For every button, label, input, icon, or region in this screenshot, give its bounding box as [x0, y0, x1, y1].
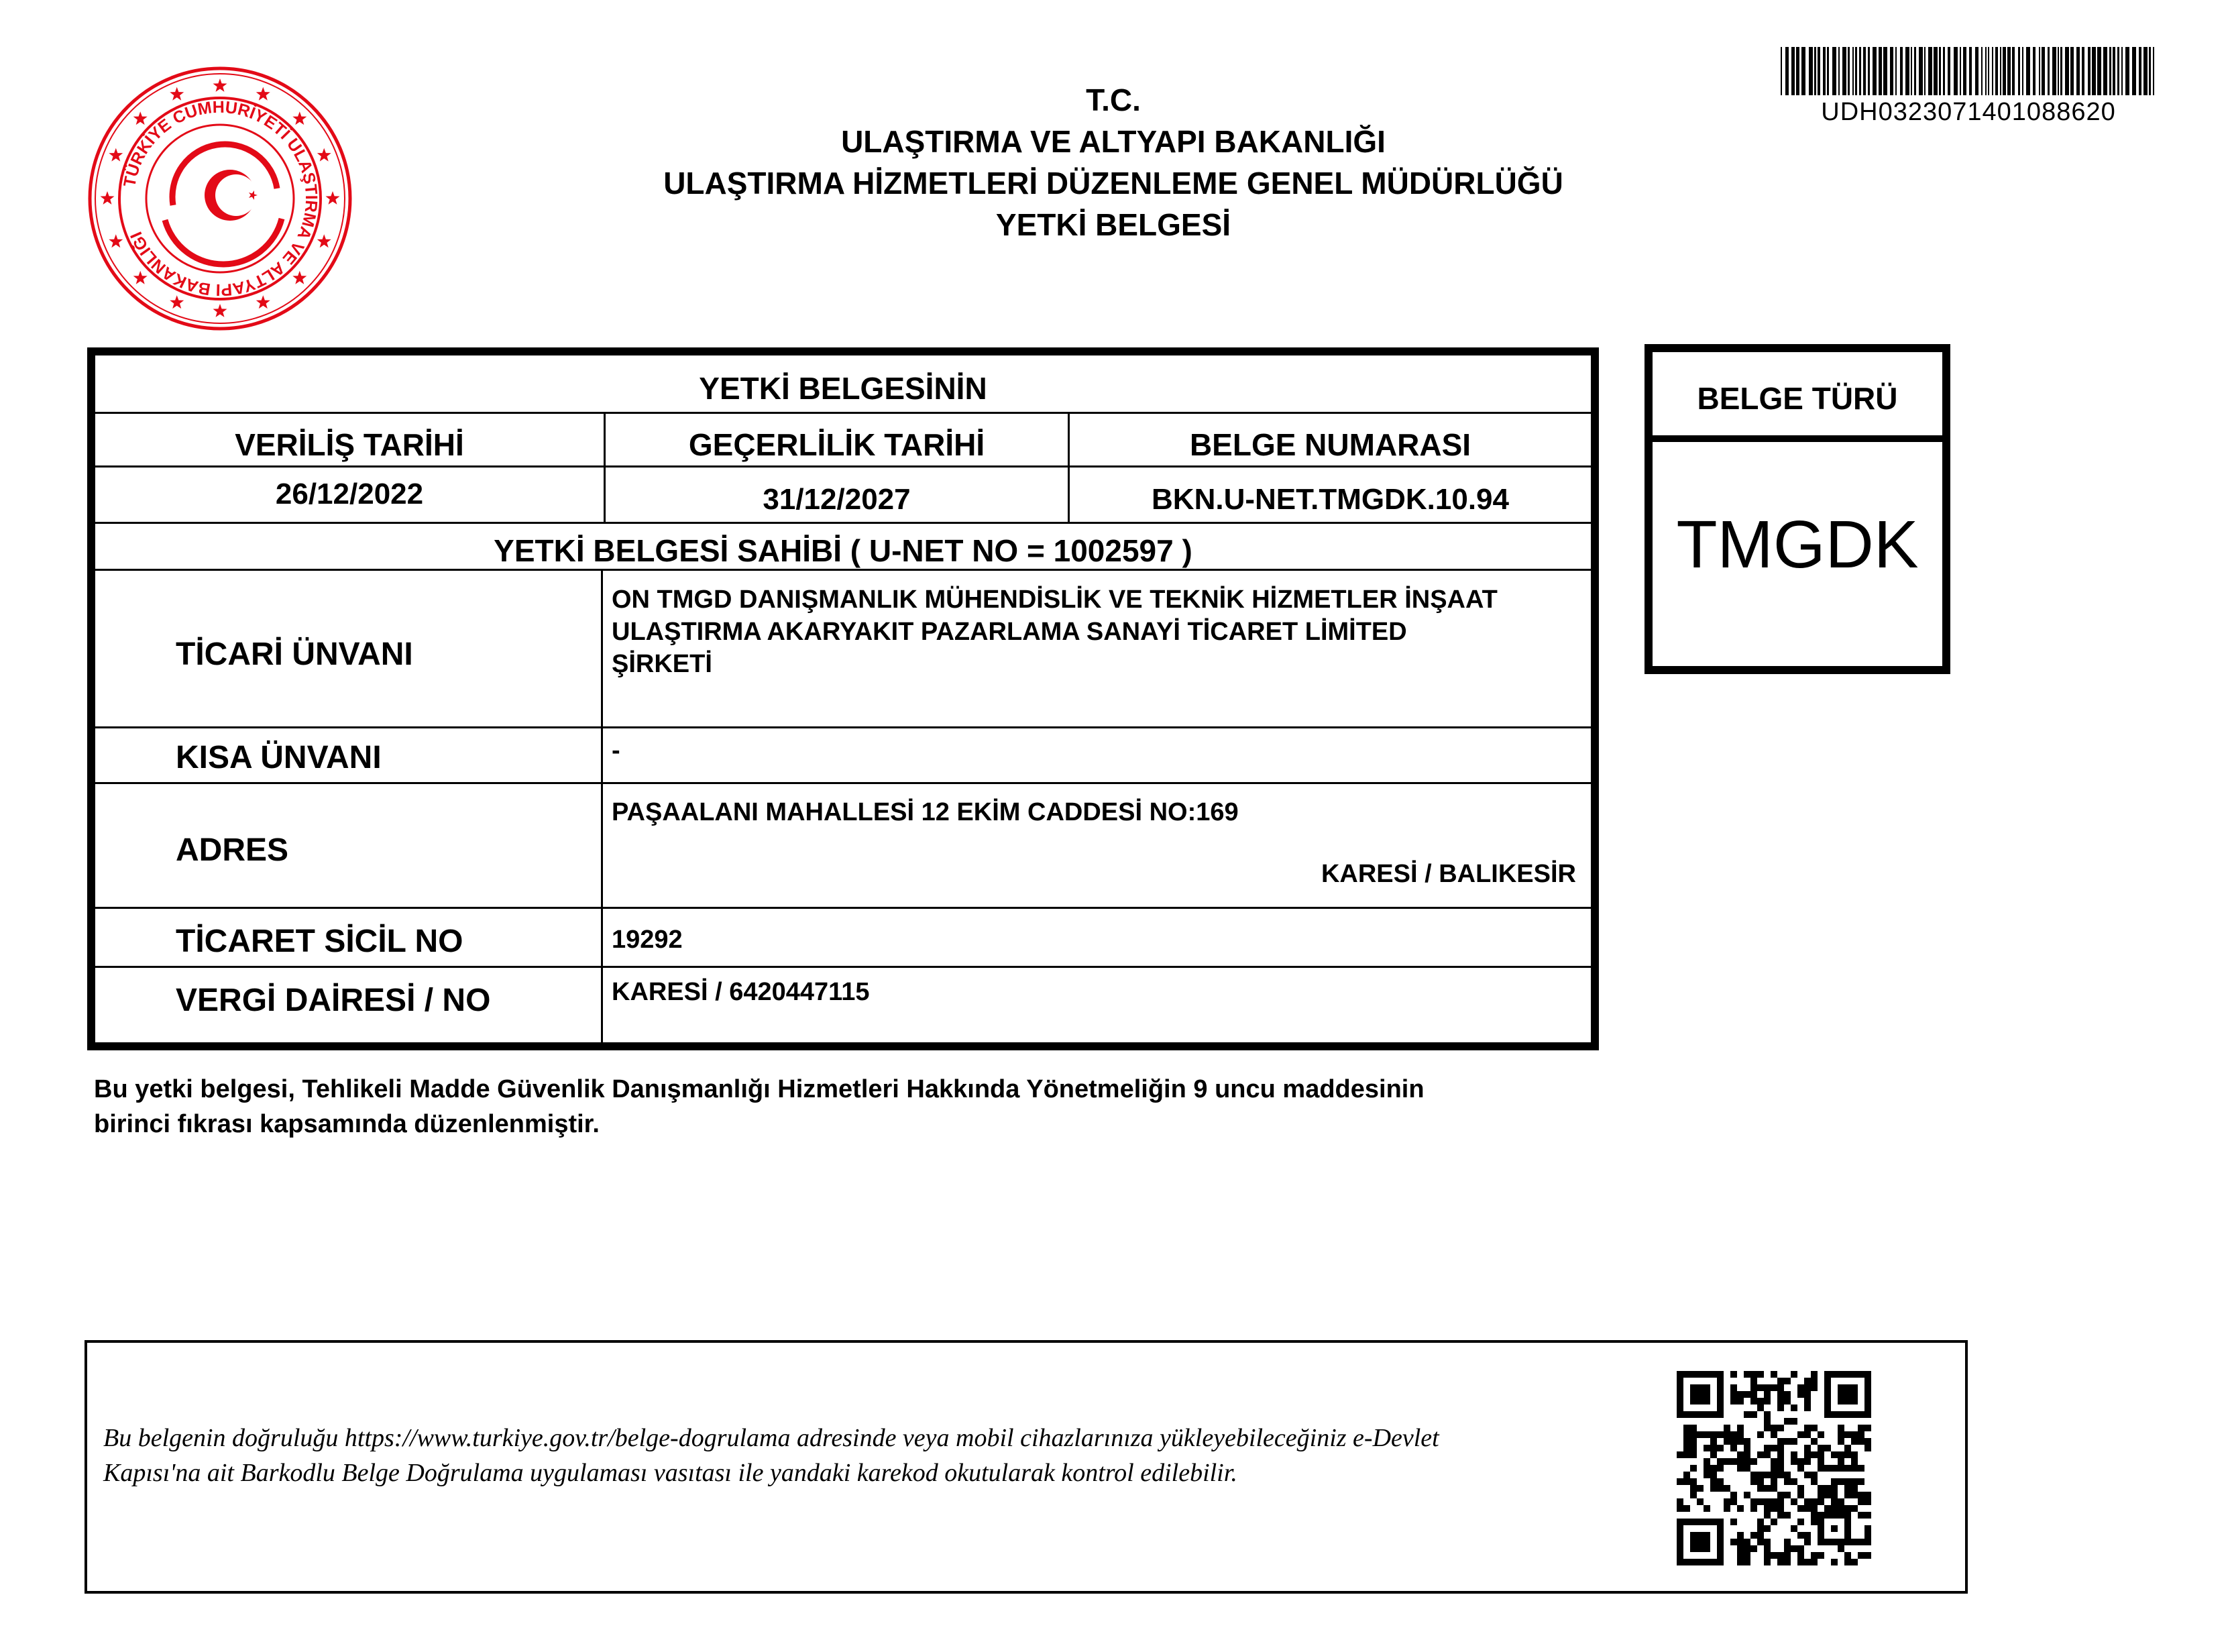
svg-text:TÜRKİYE CUMHURİYETİ ULAŞTIRMA: TÜRKİYE CUMHURİYETİ ULAŞTIRMA VE ALTYAPI BAKANLIĞI [120, 97, 321, 300]
belge-turu-value: TMGDK [1676, 507, 1919, 582]
short-name-value: - [612, 736, 620, 765]
belge-turu-label: BELGE TÜRÜ [1697, 381, 1898, 416]
regulation-note: Bu yetki belgesi, Tehlikeli Madde Güvenlik Danışmanlığı Hizmetleri Hakkında Yönetmeliğin 9 uncu maddesinin birinci fıkrası kapsamında düzenlenmiştir. [94, 1075, 1425, 1138]
registry-value: 19292 [612, 926, 683, 954]
header-directorate: ULAŞTIRMA HİZMETLERİ DÜZENLEME GENEL MÜDÜRLÜĞÜ [663, 166, 1563, 201]
address-line2: KARESİ / BALIKESİR [1321, 860, 1576, 888]
trade-name-label: TİCARİ ÜNVANI [176, 637, 413, 672]
trade-name-value: ON TMGD DANIŞMANLIK MÜHENDİSLİK VE TEKNİK HİZMETLER İNŞAAT ULAŞTIRMA AKARYAKIT PAZARLAMA SANAYİ TİCARET LİMİTED ŞİRKETİ [612, 586, 1498, 678]
header-doc-title: YETKİ BELGESİ [995, 207, 1231, 242]
valid-date-value: 31/12/2027 [763, 483, 911, 516]
ministry-seal-logo [86, 64, 354, 333]
issue-date-value: 26/12/2022 [275, 478, 424, 510]
owner-title: YETKİ BELGESİ SAHİBİ ( U-NET NO = 1002597 ) [494, 533, 1192, 568]
tax-label: VERGİ DAİRESİ / NO [176, 983, 491, 1018]
short-name-label: KISA ÜNVANI [176, 740, 382, 775]
address-line1: PAŞAALANI MAHALLESİ 12 EKİM CADDESİ NO:169 [612, 798, 1239, 826]
registry-label: TİCARET SİCİL NO [176, 924, 463, 959]
certificate-number-value: BKN.U-NET.TMGDK.10.94 [1152, 483, 1509, 516]
header-ministry: ULAŞTIRMA VE ALTYAPI BAKANLIĞI [841, 124, 1386, 159]
verification-text: Bu belgenin doğruluğu https://www.turkiye.gov.tr/belge-dogrulama adresinde veya mobil cihazlarınıza yükleyebileceğiniz e-Devlet Kapısı'na ait Barkodlu Belge Doğrulama uygulaması vasıtası ile yandaki karekod okutularak kontrol edilebilir. [103, 1424, 1439, 1487]
col-issue-date-label: VERİLİŞ TARİHİ [235, 427, 464, 462]
verification-box [85, 1340, 1968, 1594]
address-label: ADRES [176, 832, 289, 868]
header-tc: T.C. [1086, 82, 1141, 117]
col-valid-date-label: GEÇERLİLİK TARİHİ [688, 427, 985, 462]
section-title: YETKİ BELGESİNİN [699, 371, 987, 406]
document-header [577, 79, 1650, 245]
barcode-number: UDH0323071401088620 [1821, 98, 2116, 126]
belge-turu-box [1644, 344, 1950, 674]
qr-code[interactable] [1677, 1371, 1871, 1565]
barcode [1781, 47, 2156, 95]
certificate-table [87, 347, 1599, 1050]
col-number-label: BELGE NUMARASI [1189, 427, 1471, 462]
tax-value: KARESİ / 6420447115 [612, 978, 870, 1006]
